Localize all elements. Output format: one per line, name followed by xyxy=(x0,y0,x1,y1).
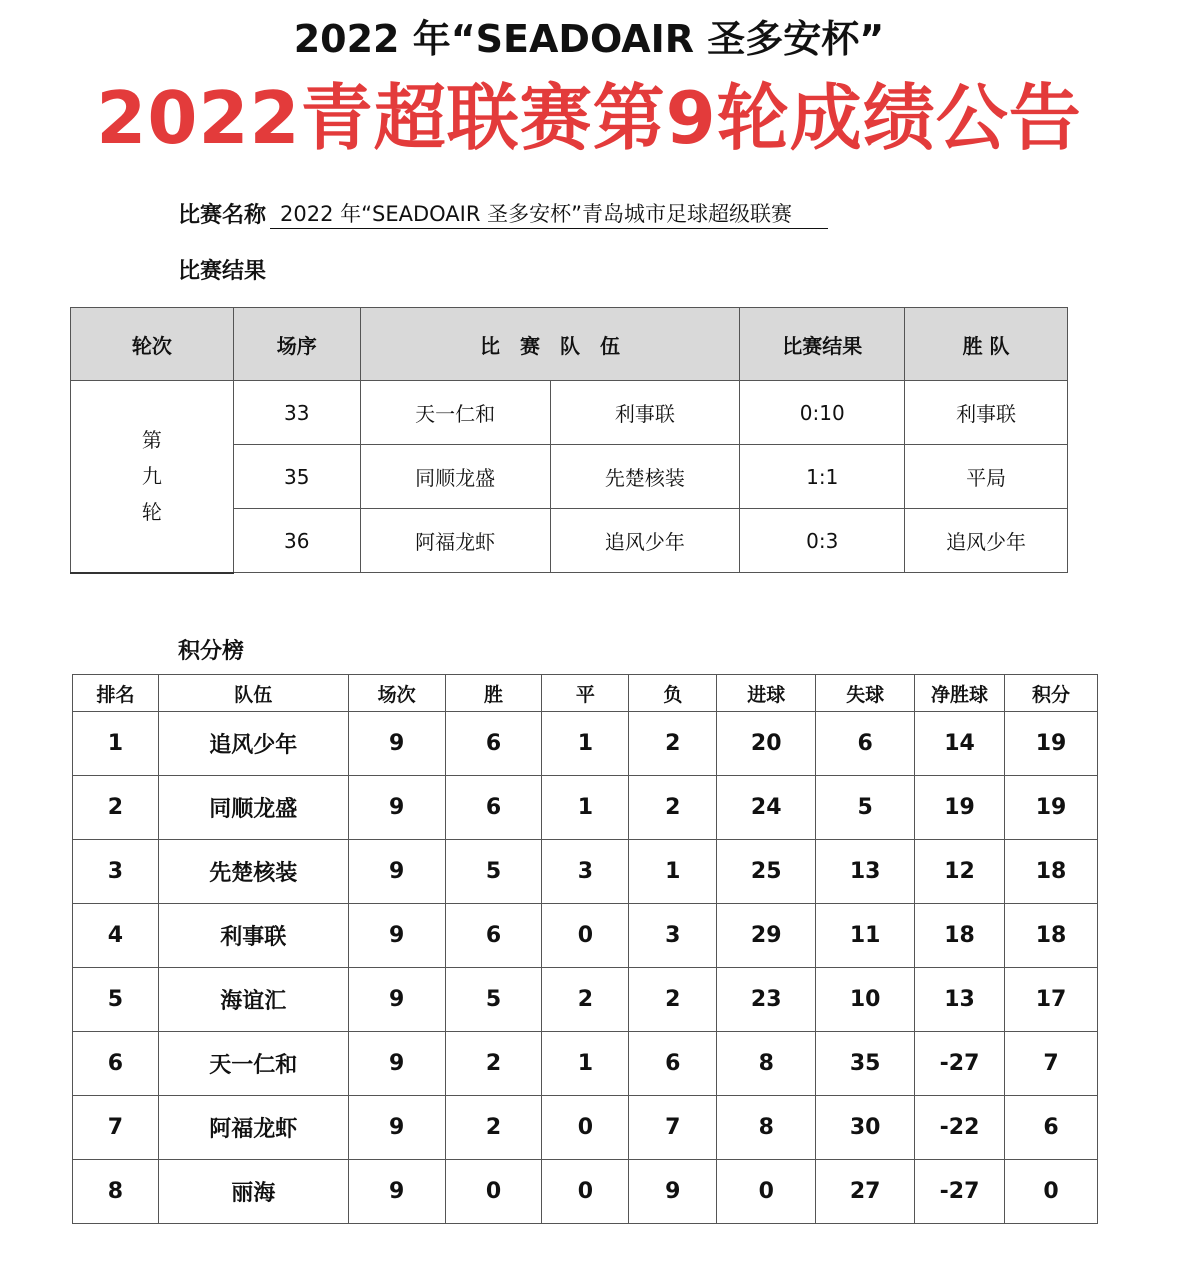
draws: 1 xyxy=(542,712,629,776)
standings-table xyxy=(72,674,1098,1224)
standings-header-row xyxy=(73,675,1098,712)
goals-for: 8 xyxy=(717,1096,816,1160)
losses: 1 xyxy=(629,840,717,904)
table-row xyxy=(73,1032,1098,1096)
team-name: 追风少年 xyxy=(158,712,348,776)
winning-team: 利事联 xyxy=(905,381,1068,445)
round-cell xyxy=(71,381,234,573)
played: 9 xyxy=(348,1096,445,1160)
table-row xyxy=(73,904,1098,968)
points: 18 xyxy=(1005,904,1098,968)
header-losses: 负 xyxy=(629,675,717,712)
rank: 5 xyxy=(73,968,159,1032)
page-subtitle: 2022 年“SEADOAIR 圣多安杯” xyxy=(293,17,885,61)
page-title: 2022青超联赛第9轮成绩公告 xyxy=(96,76,1082,160)
standings-section-title: 积分榜 xyxy=(178,639,245,664)
points: 6 xyxy=(1005,1096,1098,1160)
round-char: 第 xyxy=(141,428,162,453)
away-team: 利事联 xyxy=(550,381,740,445)
played: 9 xyxy=(348,968,445,1032)
played: 9 xyxy=(348,840,445,904)
points: 0 xyxy=(1005,1160,1098,1224)
losses: 7 xyxy=(629,1096,717,1160)
results-section-title: 比赛结果 xyxy=(178,259,267,284)
goals-against: 11 xyxy=(816,904,915,968)
wins: 6 xyxy=(445,776,542,840)
header-played: 场次 xyxy=(348,675,445,712)
goals-against: 5 xyxy=(816,776,915,840)
goals-for: 20 xyxy=(717,712,816,776)
rank: 2 xyxy=(73,776,159,840)
played: 9 xyxy=(348,776,445,840)
header-goals-for: 进球 xyxy=(717,675,816,712)
rank: 4 xyxy=(73,904,159,968)
goals-for: 8 xyxy=(717,1032,816,1096)
rank: 8 xyxy=(73,1160,159,1224)
goal-difference: 14 xyxy=(915,712,1005,776)
table-row xyxy=(73,712,1098,776)
draws: 1 xyxy=(542,776,629,840)
header-teams: 比 赛 队 伍 xyxy=(360,308,740,381)
draws: 0 xyxy=(542,904,629,968)
header-round: 轮次 xyxy=(71,308,234,381)
points: 17 xyxy=(1005,968,1098,1032)
round-char: 九 xyxy=(141,464,162,489)
home-team: 天一仁和 xyxy=(360,381,550,445)
goals-for: 25 xyxy=(717,840,816,904)
losses: 2 xyxy=(629,968,717,1032)
rank: 1 xyxy=(73,712,159,776)
header-wins: 胜 xyxy=(445,675,542,712)
draws: 3 xyxy=(542,840,629,904)
team-name: 先楚核装 xyxy=(158,840,348,904)
goals-against: 35 xyxy=(816,1032,915,1096)
competition-label: 比赛名称 xyxy=(178,203,267,228)
losses: 3 xyxy=(629,904,717,968)
wins: 5 xyxy=(445,968,542,1032)
wins: 0 xyxy=(445,1160,542,1224)
match-number: 36 xyxy=(233,509,360,573)
points: 19 xyxy=(1005,776,1098,840)
round-char: 轮 xyxy=(141,500,162,525)
goal-difference: 18 xyxy=(915,904,1005,968)
rank: 6 xyxy=(73,1032,159,1096)
table-row xyxy=(73,840,1098,904)
results-header-row xyxy=(71,308,1068,381)
goals-for: 24 xyxy=(717,776,816,840)
away-team: 先楚核装 xyxy=(550,445,740,509)
played: 9 xyxy=(348,1032,445,1096)
draws: 1 xyxy=(542,1032,629,1096)
goals-against: 13 xyxy=(816,840,915,904)
goal-difference: 12 xyxy=(915,840,1005,904)
match-number: 35 xyxy=(233,445,360,509)
goals-for: 0 xyxy=(717,1160,816,1224)
goal-difference: -27 xyxy=(915,1160,1005,1224)
wins: 2 xyxy=(445,1032,542,1096)
wins: 2 xyxy=(445,1096,542,1160)
goal-difference: -22 xyxy=(915,1096,1005,1160)
played: 9 xyxy=(348,712,445,776)
points: 19 xyxy=(1005,712,1098,776)
team-name: 丽海 xyxy=(158,1160,348,1224)
match-score: 1:1 xyxy=(740,445,905,509)
match-number: 33 xyxy=(233,381,360,445)
results-table xyxy=(70,307,1068,574)
home-team: 同顺龙盛 xyxy=(360,445,550,509)
wins: 6 xyxy=(445,904,542,968)
goals-against: 27 xyxy=(816,1160,915,1224)
header-goals-against: 失球 xyxy=(816,675,915,712)
losses: 2 xyxy=(629,776,717,840)
goal-difference: -27 xyxy=(915,1032,1005,1096)
winning-team: 追风少年 xyxy=(905,509,1068,573)
rank: 7 xyxy=(73,1096,159,1160)
team-name: 阿福龙虾 xyxy=(158,1096,348,1160)
goals-for: 23 xyxy=(717,968,816,1032)
header-points: 积分 xyxy=(1005,675,1098,712)
competition-name: 2022 年“SEADOAIR 圣多安杯”青岛城市足球超级联赛 xyxy=(270,198,828,229)
team-name: 同顺龙盛 xyxy=(158,776,348,840)
wins: 6 xyxy=(445,712,542,776)
home-team: 阿福龙虾 xyxy=(360,509,550,573)
header-goal-difference: 净胜球 xyxy=(915,675,1005,712)
losses: 9 xyxy=(629,1160,717,1224)
table-row xyxy=(73,1160,1098,1224)
match-score: 0:10 xyxy=(740,381,905,445)
losses: 2 xyxy=(629,712,717,776)
goal-difference: 19 xyxy=(915,776,1005,840)
team-name: 天一仁和 xyxy=(158,1032,348,1096)
header-result: 比赛结果 xyxy=(740,308,905,381)
away-team: 追风少年 xyxy=(550,509,740,573)
goals-against: 6 xyxy=(816,712,915,776)
points: 18 xyxy=(1005,840,1098,904)
winning-team: 平局 xyxy=(905,445,1068,509)
draws: 0 xyxy=(542,1096,629,1160)
points: 7 xyxy=(1005,1032,1098,1096)
header-match-no: 场序 xyxy=(233,308,360,381)
header-team: 队伍 xyxy=(158,675,348,712)
goals-for: 29 xyxy=(717,904,816,968)
draws: 0 xyxy=(542,1160,629,1224)
competition-line xyxy=(178,198,828,229)
goal-difference: 13 xyxy=(915,968,1005,1032)
table-row xyxy=(73,1096,1098,1160)
rank: 3 xyxy=(73,840,159,904)
team-name: 海谊汇 xyxy=(158,968,348,1032)
draws: 2 xyxy=(542,968,629,1032)
header-draws: 平 xyxy=(542,675,629,712)
table-row xyxy=(73,776,1098,840)
played: 9 xyxy=(348,1160,445,1224)
played: 9 xyxy=(348,904,445,968)
table-row xyxy=(73,968,1098,1032)
wins: 5 xyxy=(445,840,542,904)
match-score: 0:3 xyxy=(740,509,905,573)
goals-against: 30 xyxy=(816,1096,915,1160)
goals-against: 10 xyxy=(816,968,915,1032)
header-winner: 胜 队 xyxy=(905,308,1068,381)
losses: 6 xyxy=(629,1032,717,1096)
team-name: 利事联 xyxy=(158,904,348,968)
header-rank: 排名 xyxy=(73,675,159,712)
table-row xyxy=(71,381,1068,445)
